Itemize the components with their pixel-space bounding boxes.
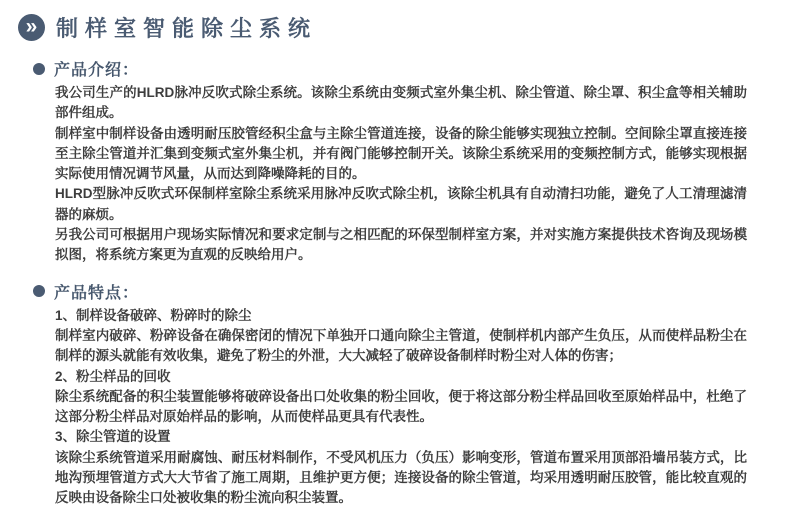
- intro-paragraph: 我公司生产的HLRD脉冲反吹式除尘系统。该除尘系统由变频式室外集尘机、除尘管道、除尘罩、积尘盒等相关辅助部件组成。: [55, 85, 747, 121]
- section-features-heading-row: [33, 280, 797, 303]
- page-title: 制样室智能除尘系统: [56, 16, 318, 41]
- section-intro-heading: 产品介绍：: [54, 62, 140, 79]
- feature-body: 该除尘系统管道采用耐腐蚀、耐压材料制作，不受风机压力（负压）影响变形，管道布置采用顶部沿墙吊装方式，比地沟预埋管道方式大大节省了施工周期，且维护更方便；连接设备的除尘管道，均采用透明耐压胶管，能比较直观的反映由设备除尘口处被收集的粉尘流向积尘装置。: [55, 449, 747, 506]
- section-intro-heading-row: [33, 57, 797, 80]
- intro-paragraph: HLRD型脉冲反吹式环保制样室除尘系统采用脉冲反吹式除尘机，该除尘机具有自动清扫功能，避免了人工清理滤清器的麻烦。: [55, 186, 747, 222]
- feature-body: 制样室内破碎、粉碎设备在确保密闭的情况下单独开口通向除尘主管道，使制样机内部产生负压，从而使样品粉尘在制样的源头就能有效收集，避免了粉尘的外泄，大大减轻了破碎设备制样时粉尘对人体的伤害；: [55, 327, 747, 364]
- intro-paragraph: 另我公司可根据用户现场实际情况和要求定制与之相匹配的环保型制样室方案，并对实施方案提供技术咨询及现场模拟图，将系统方案更为直观的反映给用户。: [55, 227, 747, 263]
- section-features-body: [55, 306, 747, 509]
- double-chevron-glyph: »: [25, 15, 38, 38]
- bullet-icon: [33, 285, 45, 297]
- intro-paragraph: 制样室中制样设备由透明耐压胶管经积尘盒与主除尘管道连接，设备的除尘能够实现独立控制。空间除尘罩直接连接至主除尘管道并汇集到变频式室外集尘机，并有阀门能够控制开关。该除尘系统采用的变频控制方式，能够实现根据实际使用情况调节风量，从而达到降噪降耗的目的。: [55, 125, 747, 182]
- section-product-intro: [0, 57, 797, 266]
- feature-title: 1、制样设备破碎、粉碎时的除尘: [55, 307, 252, 323]
- feature-body: 除尘系统配备的积尘装置能够将破碎设备出口处收集的粉尘回收，便于将这部分粉尘样品回收至原始样品中，杜绝了这部分粉尘样品对原始样品的影响，从而使样品更具有代表性。: [55, 388, 747, 425]
- section-product-features: [0, 280, 797, 509]
- section-features-heading: 产品特点：: [54, 284, 140, 302]
- double-chevron-icon: [18, 14, 45, 41]
- feature-title: 2、粉尘样品的回收: [55, 368, 171, 384]
- feature-title: 3、除尘管道的设置: [55, 429, 171, 445]
- section-intro-body: [55, 83, 747, 266]
- page-header: [0, 0, 797, 43]
- bullet-icon: [33, 63, 45, 75]
